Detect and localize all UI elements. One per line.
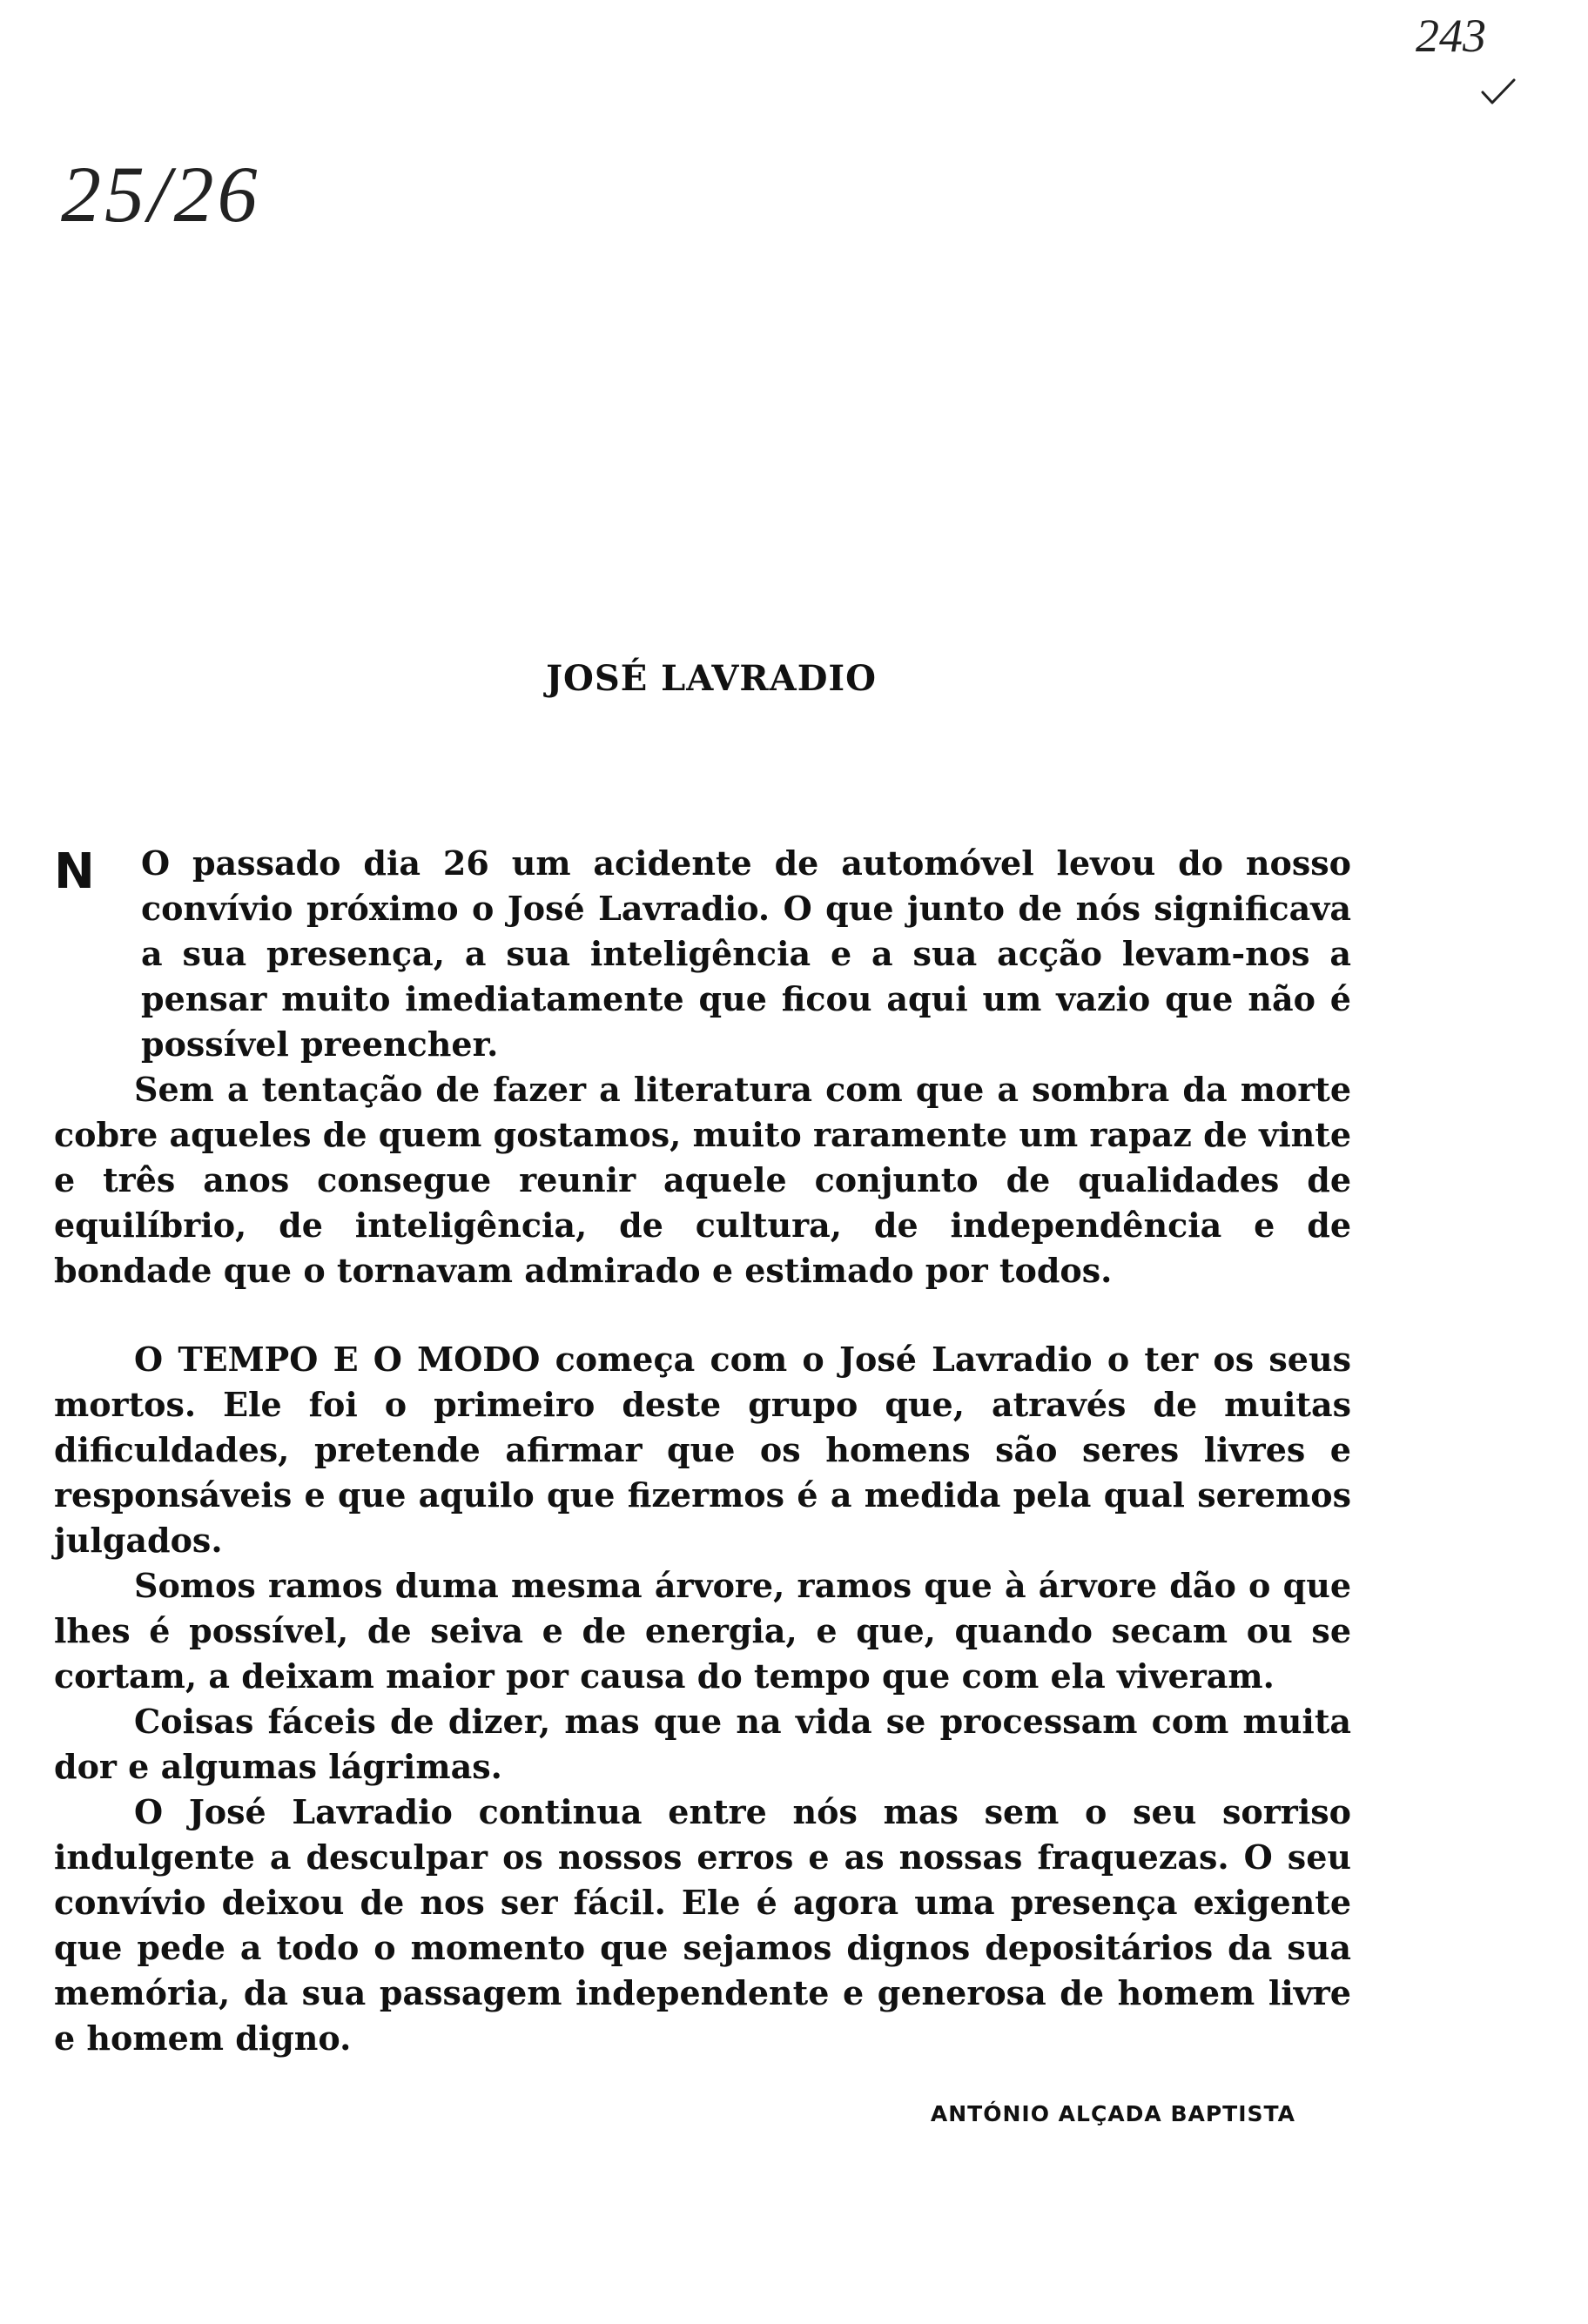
- paragraph-5: Coisas fáceis de dizer, mas que na vida se processam com muita dor e algumas lágrimas.: [54, 1702, 1351, 1786]
- paragraph-4: Somos ramos duma mesma árvore, ramos que à árvore dão o que lhes é possível, de seiva e de energia, e que, quando secam ou se cortam, a deixam maior por causa do tempo que com ela viveram.: [54, 1566, 1351, 1696]
- paragraph-6: O José Lavradio continua entre nós mas sem o seu sorriso indulgente a desculpar os nossos erros e as nossas fraquezas. O seu convívio deixou de nos ser fácil. Ele é agora uma presença exigente que pede a todo o momento que sejamos dignos depositários da sua memória, da sua passagem independente e generosa de homem livre e homem digno.: [54, 1792, 1351, 2058]
- article-title: JOSÉ LAVRADIO: [546, 658, 877, 699]
- handwritten-annotation: 25/26: [61, 150, 261, 238]
- paragraph-text: O passado dia 26 um acidente de automóvel levou do nosso convívio próximo o José Lavradio. O que junto de nós significava a sua presença, a sua inteligência e a sua acção levam-nos a pensar muito imediatamente que ficou aqui um vazio que não é possível preencher.: [141, 843, 1351, 1064]
- paragraph-1: [54, 841, 1351, 1067]
- article-body: [54, 841, 1351, 2061]
- handwritten-page-number: 243: [1416, 10, 1486, 62]
- author-signature: ANTÓNIO ALÇADA BAPTISTA: [930, 2101, 1295, 2126]
- paragraph-2: Sem a tentação de fazer a literatura com que a sombra da morte cobre aqueles de quem gostamos, muito raramente um rapaz de vinte e três anos consegue reunir aquele conjunto de qualidades de equilíbrio, de inteligência, de cultura, de independência e de bondade que o tornavam admirado e estimado por todos.: [54, 1070, 1351, 1290]
- drop-cap: N: [54, 843, 95, 900]
- check-mark-icon: [1480, 77, 1517, 106]
- paragraph-3: O TEMPO E O MODO começa com o José Lavradio o ter os seus mortos. Ele foi o primeiro deste grupo que, através de muitas dificuldades, pretende afirmar que os homens são seres livres e responsáveis e que aquilo que fizermos é a medida pela qual seremos julgados.: [54, 1340, 1351, 1560]
